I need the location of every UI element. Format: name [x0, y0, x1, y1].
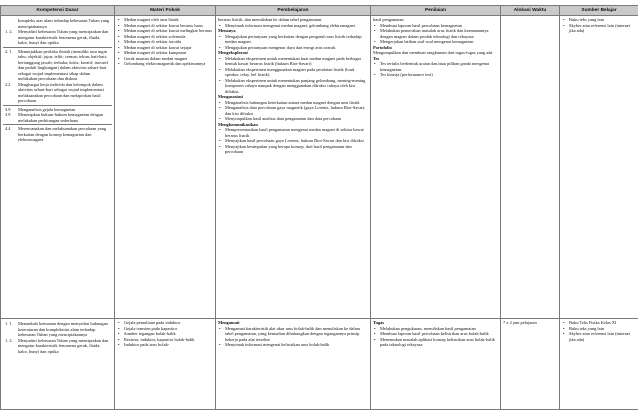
list-item: • Gelombang elektromagnetik dan spektrumnya — [117, 61, 213, 67]
competency-text: kompleks atas alam terhadap kebesaran Tuhan yang menciptakannya — [18, 18, 110, 29]
section-heading: Mengamati — [218, 320, 240, 325]
section-heading: Mengeksplorasi — [218, 50, 248, 55]
header-materi-pokok: Materi Pokok — [115, 6, 216, 16]
list-item: • Skyber atau referensi lain (internet jika ada) — [562, 331, 636, 342]
bullet-list — [218, 34, 368, 51]
competency-item — [5, 29, 110, 46]
competency-number: 3.9 — [5, 112, 11, 117]
paragraph: berarus listrik, dan menuliskan ke dalam tabel pengamatan. — [218, 17, 323, 22]
competency-item — [5, 82, 110, 104]
list-item: • Gejala pemuliaan pada induktor — [117, 320, 213, 326]
materi-cell — [115, 16, 216, 319]
competency-item — [5, 338, 110, 355]
header-row — [1, 6, 638, 16]
table-row — [1, 16, 638, 319]
list-item: • Medan magnet di sekitar kawat berarus lurus — [117, 23, 213, 29]
list-item: • Membuat laporan hasil percobaan kelistrikan arus bolak-balik — [373, 331, 498, 337]
list-item: • Gejala transien pada kapasitor — [117, 326, 213, 332]
list-item: • Mempresentasikan hasil pengamatan mengenai medan magnet di sekitar kawat berarus listrik — [218, 127, 368, 138]
competency-text: Merencanakan dan melaksanakan percobaan yang berkaitan dengan konsep kemagnetan dan elektromagnet — [18, 126, 107, 142]
alokasi-cell — [501, 16, 560, 319]
list-item: • Menganalisis data percobaan gaya magnetik (gaya Lorentz, hukum Biot-Savart, dan kisi difraksi — [218, 105, 368, 116]
competency-item — [5, 49, 110, 82]
competency-text: Menganalisis gejala kemagnetan — [18, 106, 76, 112]
bullet-list — [218, 56, 368, 95]
competency-item — [5, 18, 110, 29]
list-item: • Menyajikan kesimpulan yang berupa konsep, dari hasil pengamatan dan percobaan — [218, 144, 368, 155]
competency-block — [3, 125, 112, 144]
bullet-list — [218, 23, 368, 29]
list-item: • Medan magnet di sekitar solenoida — [117, 34, 213, 40]
pembelajaran-cell — [216, 16, 371, 319]
list-item: • Melakukan eksperimen untuk menentukan kuat medan magnet pada berbagai bentuk kawat berarus listrik (hukum Biot-Savart) — [218, 56, 368, 67]
list-item: • Mengajukan pertanyaan mengenai daya dan energi arus searah. — [218, 45, 368, 51]
syllabus-table — [0, 5, 638, 410]
list-item: • Melakukan pemecahan masalah arus listrik dan keamanannya dengan magnet dalam produk teknologi dan rekayasa — [373, 28, 498, 39]
kd-cell — [1, 319, 115, 410]
list-item: • Medan magnet di sekitar kawat sejajar — [117, 45, 213, 51]
bullet-list — [373, 61, 498, 78]
competency-block — [3, 17, 112, 48]
section-heading: Portofolio — [373, 44, 392, 50]
competency-item — [5, 126, 110, 143]
bullet-list — [373, 326, 498, 348]
bullet-list — [218, 127, 368, 155]
list-item: • Medan magnet oleh arus listrik — [117, 17, 213, 23]
section-heading: Menanya — [218, 28, 236, 33]
header-pembelajaran: Pembelajaran — [216, 6, 371, 16]
competency-number: 3.9 — [5, 106, 11, 112]
section-heading: Tugas — [373, 320, 385, 325]
list-item: • Membuat laporan hasil percobaan kemagnetan — [373, 23, 498, 29]
list-item: • Skyber atau referensi lain (internet jika ada) — [562, 23, 636, 34]
list-item: • Mengerjakan latihan soal-soal mengenai kemagnetan — [373, 39, 498, 45]
table-row — [1, 319, 638, 410]
list-item: • Tes tertulis berbentuk uraian dan/atau pilihan ganda mengenai kemagnetan. — [373, 61, 498, 72]
list-item: • Tes kinerja (performance test) — [373, 72, 498, 78]
penilaian-cell — [371, 319, 501, 410]
competency-item — [5, 321, 110, 338]
paragraph: hasil pengamatan — [373, 17, 404, 22]
sumber-cell — [560, 16, 638, 319]
list-item: • Medan magnet di sekitar toroida — [117, 39, 213, 45]
materi-cell — [115, 319, 216, 410]
competency-number: 2.2 — [5, 81, 11, 87]
list-item: • Induktor pada arus bolak- — [117, 342, 213, 348]
competency-text: Menghargai kerja individu dan kelompok dalam aktivitas sehari-hari sebagai wujud implementasi melaksanakan percobaan dan melaporkan hasil percobaan — [18, 81, 104, 103]
header-penilaian: Penilaian — [371, 6, 501, 16]
header-kompetensi-dasar: Kompetensi Dasar — [1, 6, 115, 16]
competency-number: 1. 1. — [5, 321, 13, 326]
list-item: • Mengajukan pertanyaan yang berkaitan dengan pengaruh arus listrik terhadap medan magnet. — [218, 34, 368, 45]
penilaian-cell — [371, 16, 501, 319]
sumber-cell — [560, 319, 638, 410]
competency-number — [5, 18, 18, 29]
list-item: • Sumber tegangan bolak-balik — [117, 331, 213, 337]
section-heading: Mengasosiasi — [218, 94, 243, 99]
list-item: • Buku Teks Fisika Kelas XI — [562, 320, 636, 326]
list-item: • Gerak muatan dalam medan magnet — [117, 56, 213, 62]
competency-block — [3, 320, 112, 355]
competency-number: 4.4 — [5, 126, 11, 131]
list-item: • Menganalisis hubungan keterkaitan antara medan magnet dengan arus listrik — [218, 100, 368, 106]
alokasi-cell: 7 x 2 jam pelajaran — [501, 319, 560, 410]
list-item: • Medan magnet di sekitar kumparan — [117, 50, 213, 56]
list-item: • Menyajikan hasil percobaan gaya Lorentz, hukum Biot-Savart dan kisi difraksi — [218, 138, 368, 144]
list-item: • Mengamati karakteristik alat ukur arus bolak-balik dan menuliskan ke dalam tabel pengamatan, yang kemudian dihubungkan dengan tegangannya prinsip bekerja pada alat tersebut — [218, 326, 368, 343]
list-item: • Buku teks yang lain — [562, 17, 636, 23]
competency-number: 2. 1. — [5, 48, 13, 54]
competency-text: Menunjukkan perilaku ilmiah (memiliki rasa ingin tahu; objektif; jujur; teliti; cermat; tekun; hati-hati; bertanggung jawab; terbuka; kritis; kreatif; inovatif dan peduli lingkungan) dalam aktivitas sehari-hari sebagai wujud implementasi sikap dalam melakukan percobaan dan diskusi — [18, 48, 109, 81]
bullet-list — [218, 326, 368, 348]
competency-text: Menerapkan hukum-hukum kemagnetan dengan melakukan perhitungan sederhana — [18, 112, 103, 123]
list-item: • Menyimpulkan hasil analisis data pengamatan dan data percobaan — [218, 116, 368, 122]
paragraph: Mengumpulkan dan membuat rangkuman dari tugas-tugas yang ada — [373, 50, 493, 55]
competency-block — [3, 106, 112, 126]
list-item: • Medan magnet di sekitar kawat melingkar berarus — [117, 28, 213, 34]
pembelajaran-cell — [216, 319, 371, 410]
list-item: • Resistor, induktor, kapasitor bolak-balik — [117, 337, 213, 343]
bullet-list — [373, 23, 498, 45]
section-heading: Mengkomunikasikan — [218, 121, 258, 127]
competency-item — [5, 112, 110, 123]
list-item: • Buku teks yang lain — [562, 326, 636, 332]
list-item: • Melakukan eksperimen menggunakan magnet pada peralatan listrik (loud speaker, relay, bel listrik). — [218, 67, 368, 78]
competency-text: Menyadari kebesaran Tuhan yang menciptakan dan mengatur karakteristik fenomena gerak, fluida, kalor, bunyi dan optika — [18, 337, 109, 354]
list-item: • Melakukan eksperimen untuk menentukan panjang gelombang, mening-mening komponen cahaya nampak dengan menggunakan difraksi cahaya oleh kisi difraksi. — [218, 78, 368, 95]
competency-block — [3, 48, 112, 106]
list-item: • Melakukan pengukuran, menuliskan hasil pengamatan — [373, 326, 498, 332]
kd-cell — [1, 16, 115, 319]
header-alokasi-waktu: Alokasi Waktu — [501, 6, 560, 16]
competency-number: 1. 2. — [5, 29, 13, 34]
list-item: • Menemukan masalah aplikasi konsep kelistrikan arus bolak-balik pada teknologi rekayasa — [373, 337, 498, 348]
list-item: • Menyimak informasi mengenai kelistrikan arus bolak-balik — [218, 342, 368, 348]
competency-text: Menyadari kebesaran Tuhan yang menciptakan dan mengatur karakteristik fenomena gerak, fluida, kalor, bunyi dan optika — [18, 29, 109, 45]
competency-number: 1. 2. — [5, 337, 13, 343]
section-heading: Tes — [373, 55, 380, 61]
bullet-list — [218, 100, 368, 122]
header-sumber-belajar: Sumber Belajar — [560, 6, 638, 16]
competency-text: Menambah keimanan dengan menyadari hubungan keteraturan dan kompleksitas alam terhadap kebesaran Tuhan yang menciptakannya — [18, 321, 108, 337]
list-item: • Menyimak informasi mengenai medan magnet, gelombang elektromagnet. — [218, 23, 368, 29]
